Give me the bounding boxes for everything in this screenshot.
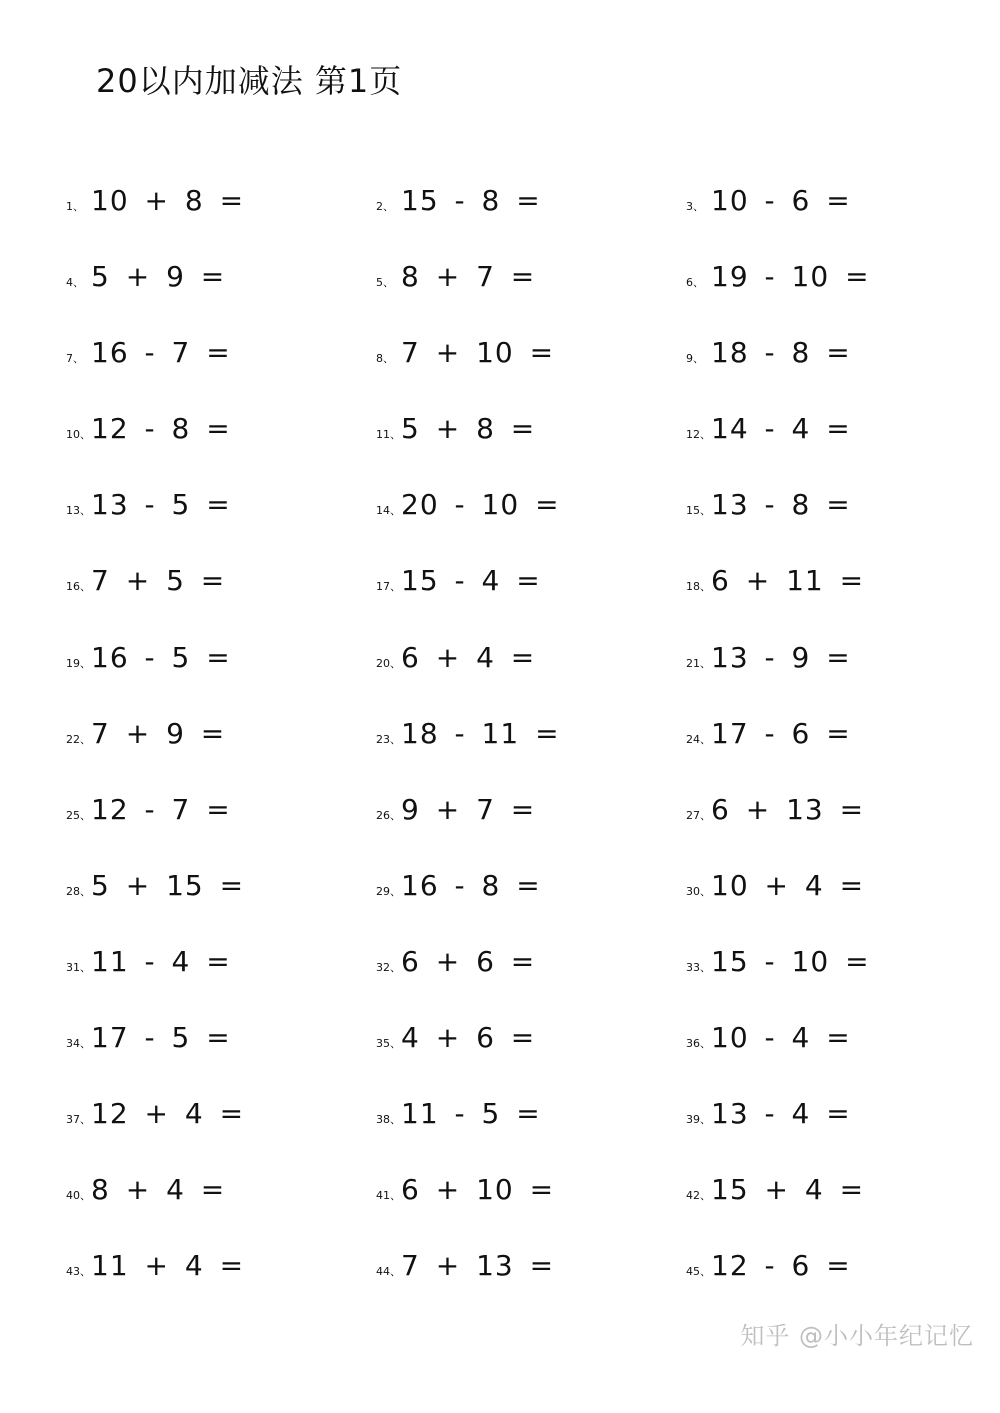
- problem-item: [376, 336, 686, 382]
- problem-number: 17、: [376, 580, 401, 594]
- problem-number: 34、: [66, 1037, 91, 1051]
- problem-item: [376, 717, 686, 763]
- problem-number: 2、: [376, 200, 394, 213]
- problem-item: [376, 1249, 686, 1295]
- problem-number: 8、: [376, 352, 394, 366]
- page-title: 20以内加减法 第1页: [96, 62, 403, 100]
- problem-item: [66, 1173, 376, 1219]
- problem-number: 6、: [686, 276, 704, 290]
- problem-expression: 5 + 15 =: [91, 868, 245, 902]
- problem-item: [686, 1097, 996, 1143]
- problem-number: 43、: [66, 1265, 91, 1279]
- problem-number: 45、: [686, 1265, 711, 1279]
- problem-item: [686, 488, 996, 534]
- problem-expression: 8 + 4 =: [91, 1173, 226, 1207]
- problem-expression: 4 + 6 =: [401, 1021, 536, 1055]
- problem-number: 38、: [376, 1113, 401, 1127]
- watermark: 知乎 @小小年纪记忆: [740, 1322, 974, 1350]
- problem-number: 23、: [376, 732, 401, 746]
- problem-number: 18、: [686, 580, 711, 594]
- problem-expression: 12 - 8 =: [91, 412, 231, 446]
- problem-expression: 10 + 4 =: [711, 868, 865, 902]
- problem-number: 35、: [376, 1037, 401, 1051]
- problem-expression: 9 + 7 =: [401, 792, 536, 826]
- problem-expression: 18 - 11 =: [401, 716, 560, 750]
- problem-number: 29、: [376, 884, 401, 898]
- problem-grid: [66, 184, 996, 1325]
- problem-number: 20、: [376, 656, 401, 670]
- problem-expression: 10 + 8 =: [91, 184, 245, 217]
- problem-expression: 19 - 10 =: [711, 260, 870, 294]
- problem-expression: 7 + 9 =: [91, 716, 226, 750]
- problem-expression: 12 - 7 =: [91, 792, 231, 826]
- problem-number: 7、: [66, 352, 84, 366]
- problem-item: [376, 488, 686, 534]
- problem-number: 25、: [66, 808, 91, 822]
- problem-item: [376, 1173, 686, 1219]
- problem-item: [686, 412, 996, 458]
- problem-expression: 13 - 9 =: [711, 640, 851, 674]
- problem-number: 16、: [66, 580, 91, 594]
- problem-item: [376, 1021, 686, 1067]
- problem-item: [66, 1021, 376, 1067]
- problem-number: 9、: [686, 352, 704, 366]
- problem-number: 4、: [66, 276, 84, 290]
- problem-item: [376, 564, 686, 610]
- problem-item: [376, 260, 686, 306]
- problem-expression: 15 - 10 =: [711, 944, 870, 978]
- problem-item: [686, 1021, 996, 1067]
- problem-item: [66, 184, 376, 230]
- problem-item: [686, 1173, 996, 1219]
- problem-number: 3、: [686, 200, 704, 213]
- problem-number: 44、: [376, 1265, 401, 1279]
- problem-expression: 8 + 7 =: [401, 260, 536, 294]
- problem-expression: 6 + 4 =: [401, 640, 536, 674]
- problem-number: 22、: [66, 732, 91, 746]
- problem-expression: 6 + 10 =: [401, 1173, 555, 1207]
- problem-item: [376, 412, 686, 458]
- problem-item: [376, 641, 686, 687]
- problem-number: 24、: [686, 732, 711, 746]
- problem-item: [686, 564, 996, 610]
- problem-number: 36、: [686, 1037, 711, 1051]
- problem-expression: 15 + 4 =: [711, 1173, 865, 1207]
- problem-item: [66, 564, 376, 610]
- problem-item: [66, 336, 376, 382]
- problem-number: 33、: [686, 960, 711, 974]
- problem-item: [376, 869, 686, 915]
- problem-expression: 7 + 5 =: [91, 564, 226, 598]
- problem-item: [686, 184, 996, 230]
- problem-expression: 7 + 10 =: [401, 336, 555, 370]
- problem-item: [376, 184, 686, 230]
- problem-item: [66, 945, 376, 991]
- problem-item: [686, 336, 996, 382]
- problem-expression: 5 + 8 =: [401, 412, 536, 446]
- problem-item: [376, 793, 686, 839]
- problem-number: 28、: [66, 884, 91, 898]
- problem-number: 41、: [376, 1189, 401, 1203]
- problem-number: 21、: [686, 656, 711, 670]
- problem-item: [66, 641, 376, 687]
- problem-expression: 16 - 5 =: [91, 640, 231, 674]
- problem-number: 19、: [66, 656, 91, 670]
- problem-number: 10、: [66, 428, 91, 442]
- problem-item: [376, 945, 686, 991]
- problem-expression: 15 - 8 =: [401, 184, 541, 217]
- problem-expression: 14 - 4 =: [711, 412, 851, 446]
- problem-number: 30、: [686, 884, 711, 898]
- problem-expression: 7 + 13 =: [401, 1249, 555, 1283]
- problem-number: 27、: [686, 808, 711, 822]
- problem-expression: 17 - 5 =: [91, 1021, 231, 1055]
- problem-number: 32、: [376, 960, 401, 974]
- problem-number: 15、: [686, 504, 711, 518]
- problem-expression: 12 - 6 =: [711, 1249, 851, 1283]
- problem-expression: 16 - 8 =: [401, 868, 541, 902]
- problem-number: 12、: [686, 428, 711, 442]
- problem-item: [376, 1097, 686, 1143]
- problem-item: [686, 945, 996, 991]
- problem-expression: 12 + 4 =: [91, 1097, 245, 1131]
- problem-item: [66, 1097, 376, 1143]
- problem-item: [686, 1249, 996, 1295]
- problem-item: [66, 1249, 376, 1295]
- problem-item: [686, 793, 996, 839]
- problem-expression: 5 + 9 =: [91, 260, 226, 294]
- problem-number: 39、: [686, 1113, 711, 1127]
- problem-expression: 16 - 7 =: [91, 336, 231, 370]
- problem-expression: 6 + 13 =: [711, 792, 865, 826]
- problem-expression: 15 - 4 =: [401, 564, 541, 598]
- problem-number: 40、: [66, 1189, 91, 1203]
- problem-item: [66, 488, 376, 534]
- problem-expression: 6 + 6 =: [401, 944, 536, 978]
- problem-item: [686, 869, 996, 915]
- problem-number: 42、: [686, 1189, 711, 1203]
- problem-expression: 13 - 4 =: [711, 1097, 851, 1131]
- problem-item: [686, 260, 996, 306]
- problem-expression: 13 - 8 =: [711, 488, 851, 522]
- problem-expression: 6 + 11 =: [711, 564, 865, 598]
- problem-item: [66, 793, 376, 839]
- problem-expression: 17 - 6 =: [711, 716, 851, 750]
- problem-number: 14、: [376, 504, 401, 518]
- problem-item: [66, 869, 376, 915]
- problem-expression: 20 - 10 =: [401, 488, 560, 522]
- problem-number: 31、: [66, 960, 91, 974]
- problem-item: [686, 641, 996, 687]
- problem-number: 11、: [376, 428, 401, 442]
- problem-item: [686, 717, 996, 763]
- problem-expression: 11 - 4 =: [91, 944, 231, 978]
- problem-number: 13、: [66, 504, 91, 518]
- problem-expression: 11 - 5 =: [401, 1097, 541, 1131]
- problem-expression: 13 - 5 =: [91, 488, 231, 522]
- problem-item: [66, 412, 376, 458]
- problem-number: 5、: [376, 276, 394, 290]
- problem-item: [66, 260, 376, 306]
- problem-expression: 10 - 6 =: [711, 184, 851, 217]
- problem-item: [66, 717, 376, 763]
- problem-number: 1、: [66, 200, 84, 213]
- problem-expression: 18 - 8 =: [711, 336, 851, 370]
- problem-number: 37、: [66, 1113, 91, 1127]
- problem-expression: 11 + 4 =: [91, 1249, 245, 1283]
- problem-expression: 10 - 4 =: [711, 1021, 851, 1055]
- problem-number: 26、: [376, 808, 401, 822]
